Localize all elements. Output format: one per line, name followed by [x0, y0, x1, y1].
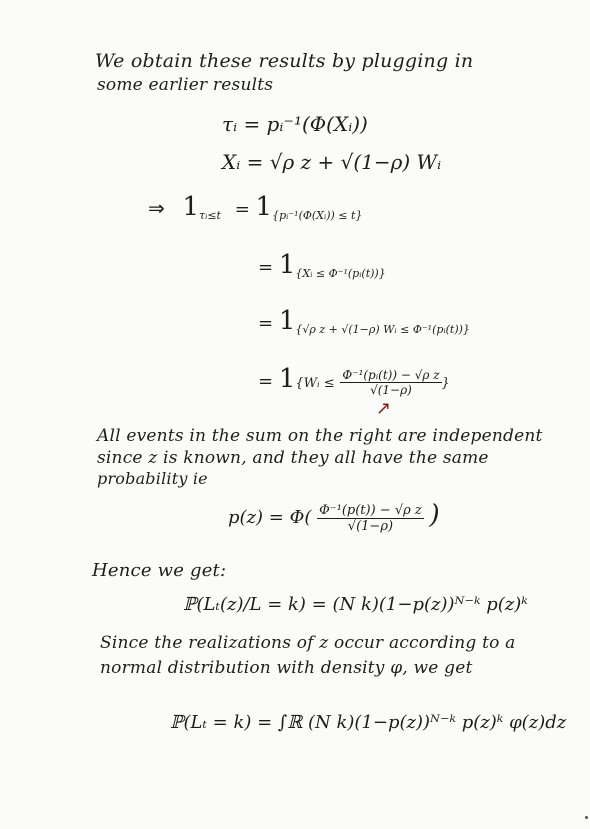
equation-indicator-1: ⇒ $1_{\tau ᵢ\le t} = 1_{\{pᵢ^{-1}(\Phi(Xᵢ)) \le t\}}$: [148, 192, 363, 222]
indicator-symbol-3: 1: [278, 250, 296, 280]
equation-indicator-4: = $1_{\{√\rho z + √(1-\rho) Wᵢ \le \Phi^{-1}(pᵢ(t))\}}$: [258, 306, 470, 336]
indicator-1-subscript: τᵢ≤t: [199, 209, 221, 222]
intro-line-2: some earlier results: [97, 75, 274, 95]
equation-indicator-5: = 1{Wᵢ ≤ $\frac{\text{Φ⁻¹(pᵢ(t)) − √ρ z}}{√(1-\rho)}$ }: [258, 364, 450, 397]
para2-line-3: probability ie: [97, 469, 208, 488]
implies-arrow-icon: ⇒: [148, 196, 165, 220]
intro-line-1: We obtain these results by plugging in: [95, 50, 474, 72]
indicator-5-subscript-left: {Wᵢ ≤: [295, 376, 335, 391]
pz-rhs: ): [429, 500, 440, 530]
pz-lhs: p(z) = Φ(: [228, 507, 312, 528]
indicator-symbol-2: 1: [255, 192, 273, 222]
equation-indicator-3: = $1_{\{Xᵢ \le \Phi^{-1}(pᵢ(t))\}}$: [258, 250, 386, 280]
indicator-5-subscript-right: }: [441, 376, 450, 391]
red-arrow-icon: ↗: [376, 398, 392, 419]
equation-pz: [228, 500, 440, 534]
equation-final: ℙ(Lₜ = k) = ∫ℝ (N k)(1−p(z))ᴺ⁻ᵏ p(z)ᵏ φ(z)dz: [170, 712, 567, 733]
indicator-symbol: 1: [182, 192, 200, 222]
indicator-5-denominator: √(1−ρ): [370, 382, 412, 397]
indicator-3-subscript: {Xᵢ ≤ Φ⁻¹(pᵢ(t))}: [295, 267, 386, 280]
para2-line-2: since z is known, and they all have the same: [97, 448, 489, 468]
indicator-5-numerator: Φ⁻¹(pᵢ(t)) − √ρ z: [342, 367, 440, 382]
paper-mark: [585, 816, 588, 819]
equation-conditional-prob: ℙ(Lₜ(z)/L = k) = (N k)(1−p(z))ᴺ⁻ᵏ p(z)ᵏ: [183, 594, 528, 615]
equation-tau: τᵢ = pᵢ⁻¹(Φ(Xᵢ)): [222, 112, 368, 136]
para3-line-2: normal distribution with density φ, we get: [100, 658, 473, 678]
indicator-5-fraction: [340, 368, 441, 397]
indicator-symbol-4: 1: [278, 306, 296, 336]
indicator-2-subscript: {pᵢ⁻¹(Φ(Xᵢ)) ≤ t}: [272, 209, 363, 222]
para2-line-1: All events in the sum on the right are independent: [97, 426, 543, 446]
indicator-symbol-5: 1: [278, 364, 296, 394]
hence-text: Hence we get:: [92, 560, 227, 581]
pz-fraction: [317, 503, 424, 534]
pz-numerator: Φ⁻¹(p(t)) − √ρ z: [319, 502, 422, 518]
equation-x: Xᵢ = √ρ z + √(1−ρ) Wᵢ: [222, 150, 442, 174]
pz-denominator: √(1−ρ): [347, 518, 394, 534]
indicator-4-subscript: {√ρ z + √(1−ρ) Wᵢ ≤ Φ⁻¹(pᵢ(t))}: [295, 323, 470, 336]
para3-line-1: Since the realizations of z occur according to a: [100, 633, 516, 653]
